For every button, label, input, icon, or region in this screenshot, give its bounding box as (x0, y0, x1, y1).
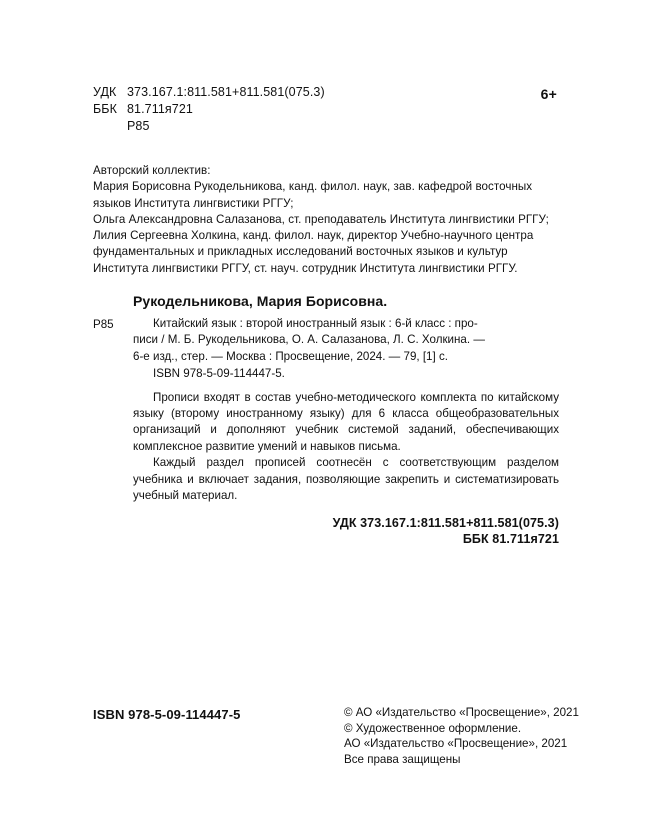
footer-block (93, 705, 579, 767)
copyright-line: АО «Издательство «Просвещение», 2021 (344, 737, 568, 751)
record-codes (93, 515, 559, 547)
record-author-heading: Рукодельникова, Мария Борисовна. (133, 293, 388, 309)
classification-codes (93, 84, 325, 135)
copyright-line: © АО «Издательство «Просвещение», 2021 (344, 706, 579, 719)
record-title-line (133, 316, 559, 332)
record-title-part: Китайский язык : второй иностранный язык : 6-й класс : про- (153, 317, 478, 330)
record-bbk-line: ББК 81.711я721 (462, 532, 559, 547)
author-line: Мария Борисовна Рукодельникова, канд. филол. наук, зав. кафедрой восточных (93, 180, 533, 194)
spacer (133, 383, 559, 390)
shelf-index: Р85 (127, 119, 150, 133)
record-annotation-paragraph: Каждый раздел прописей соотнесён с соответствующим разделом учебника и включает задания, позволяющие закрепить и систематизировать учебный материал. (133, 456, 559, 503)
author-line: Ольга Александровна Салазанова, ст. преподаватель Института лингвистики РГГУ; (93, 212, 549, 226)
record-body (93, 316, 559, 504)
authors-block (93, 163, 559, 277)
record-text (133, 316, 559, 504)
bbk-value: 81.711я721 (127, 102, 193, 116)
copyright-line: © Художественное оформление. (344, 721, 522, 735)
copyright-block (344, 705, 579, 767)
bbk-line (93, 101, 325, 118)
record-title-part: писи / М. Б. Рукодельникова, О. А. Салазанова, Л. С. Холкина. — (133, 333, 485, 347)
author-line: Института лингвистики РГГУ, ст. науч. сотрудник Института лингвистики РГГУ. (93, 261, 518, 275)
record-title-part: 6-е изд., стер. — Москва : Просвещение, 2024. — 79, [1] с. (133, 349, 448, 363)
record-isbn: ISBN 978-5-09-114447-5. (153, 367, 285, 381)
udk-label: УДК (93, 85, 117, 99)
record-annotation-paragraph: Прописи входят в состав учебно-методического комплекта по китайскому языку (второму иностранному языку) для 6 класса общеобразовательных организаций и дополняют учебник системой заданий, обеспечивающих комплексное развитие умений и навыков письма. (133, 390, 559, 453)
authors-heading: Авторский коллектив: (93, 164, 211, 177)
age-rating-mark: 6+ (540, 86, 557, 102)
record-title-line (133, 349, 559, 365)
record-title-line (133, 332, 559, 348)
bibliographic-record (93, 293, 559, 547)
copyright-line: Все права защищены (344, 752, 461, 766)
author-line: фундаментальных и прикладных исследований восточных языков и культур (93, 245, 508, 259)
record-udk-line: УДК 373.167.1:811.581+811.581(075.3) (332, 516, 559, 531)
udk-line (93, 84, 325, 101)
author-line: языков Института лингвистики РГГУ; (93, 196, 294, 210)
footer-isbn: ISBN 978-5-09-114447-5 (93, 707, 241, 722)
record-index: Р85 (93, 318, 114, 331)
author-line: Лилия Сергеевна Холкина, канд. филол. наук, директор Учебно-научного центра (93, 229, 534, 243)
udk-value: 373.167.1:811.581+811.581(075.3) (127, 85, 325, 99)
bbk-label: ББК (93, 102, 117, 116)
